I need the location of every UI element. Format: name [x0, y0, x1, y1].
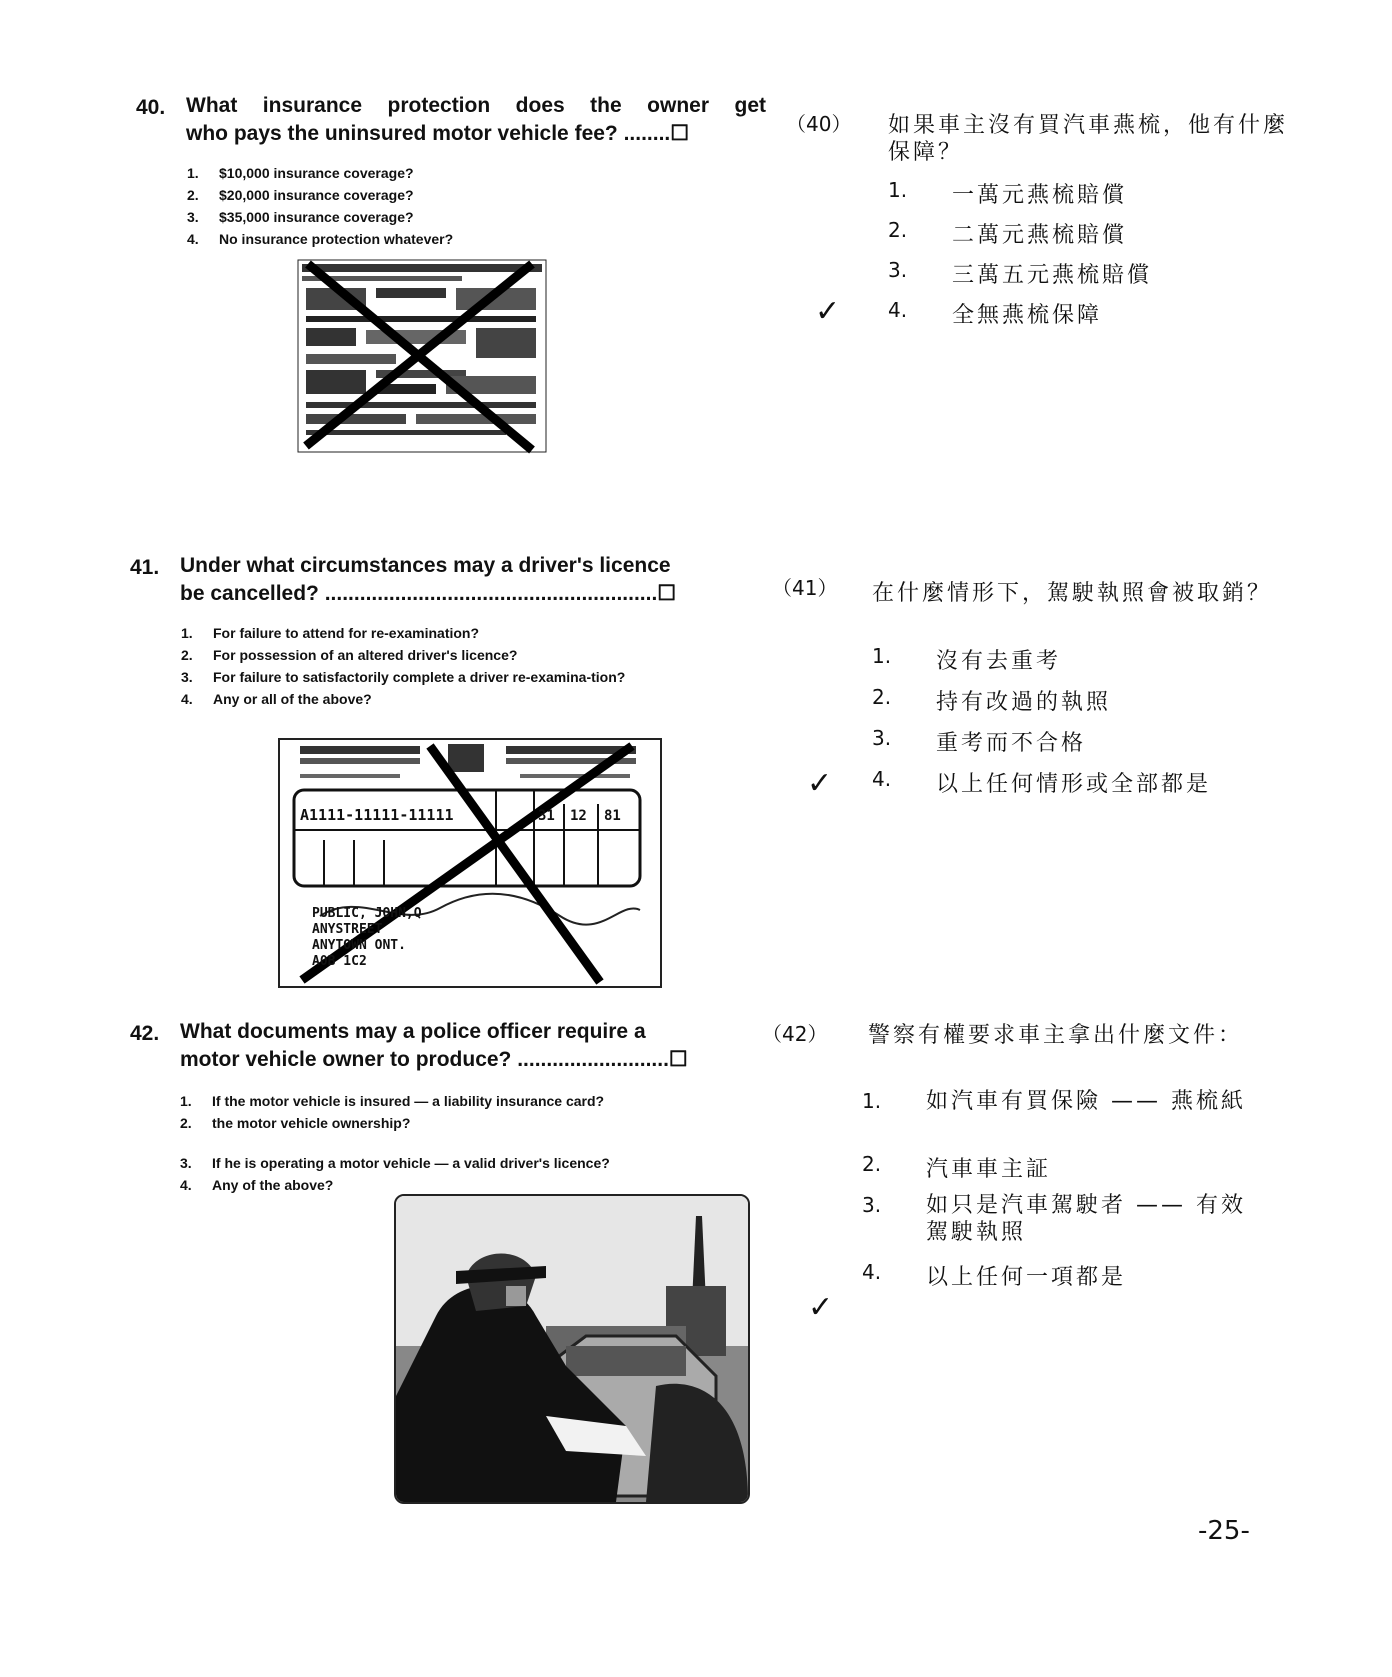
q41-cn-options	[872, 644, 1292, 808]
licence-date-1: 31	[538, 808, 555, 824]
q41-cn-option-3: 3. 重考而不合格	[872, 726, 1087, 756]
q41-cn-option-1: 1. 沒有去重考	[872, 644, 1062, 674]
q41-question-line2: be cancelled? .........................................................☐	[180, 582, 677, 605]
q40-cn-option-2: 2. 二萬元燕梳賠償	[888, 218, 1128, 248]
licence-street: ANYSTREET	[312, 922, 383, 937]
q40-cn-number: （40）	[786, 112, 852, 136]
q42-question-line1: What documents may a police officer require a	[180, 1020, 646, 1043]
q41-number: 41.	[130, 556, 160, 579]
police-officer-icon	[396, 1196, 748, 1502]
page-number: -25-	[1198, 1516, 1250, 1546]
q42-cn-number: （42）	[762, 1022, 828, 1046]
q41-option-3: 3. For failure to satisfactorily complete a driver re-examina-tion?	[181, 669, 626, 685]
q42-option-4: 4. Any of the above?	[180, 1177, 334, 1193]
q41-option-4: 4. Any or all of the above?	[181, 691, 372, 707]
licence-number: A1111-11111-11111	[300, 806, 454, 824]
q41-cn-number: （41）	[772, 576, 838, 600]
q41-licence-image	[278, 738, 662, 988]
q40-option-2: 2. $20,000 insurance coverage?	[187, 187, 414, 203]
q42-checkmark-icon: ✓	[808, 1290, 834, 1325]
q40-cn-question: 如果車主沒有買汽車燕梳，他有什麼保障？	[888, 113, 1289, 165]
q40-option-1: 1. $10,000 insurance coverage?	[187, 165, 414, 181]
q42-number: 42.	[130, 1022, 160, 1045]
q41-options	[181, 622, 761, 710]
q40-insurance-card-image	[296, 258, 548, 454]
q40-cn-option-3: 3. 三萬五元燕梳賠償	[888, 258, 1153, 288]
q41-question	[180, 552, 760, 608]
q41-cn-question: 在什麼情形下，駕駛執照會被取銷？	[872, 581, 1273, 606]
licence-date-3: 81	[604, 808, 621, 824]
licence-address	[312, 906, 422, 970]
q40-option-4: 4. No insurance protection whatever?	[187, 231, 454, 247]
q40-cn-option-1: 1. 一萬元燕梳賠償	[888, 178, 1128, 208]
q41-cn-option-4: 4. 以上任何情形或全部都是	[872, 767, 1212, 797]
q42-cn-option-2: 2. 汽車車主証	[862, 1152, 1052, 1182]
q42-question-line2: motor vehicle owner to produce? ..........................☐	[180, 1048, 688, 1071]
licence-town: ANYTOWN ONT.	[312, 938, 406, 953]
q42-options	[180, 1090, 760, 1196]
q41-cn-option-2: 2. 持有改過的執照	[872, 685, 1112, 715]
licence-name: PUBLIC, JOHN,Q	[312, 906, 422, 921]
q42-cn-option-1: 1. 如汽車有買保險 —— 燕梳紙	[862, 1089, 1246, 1114]
q41-option-1: 1. For failure to attend for re-examination?	[181, 625, 480, 641]
q42-option-3: 3. If he is operating a motor vehicle — a valid driver's licence?	[180, 1155, 610, 1171]
crossed-insurance-document-icon	[296, 258, 548, 454]
q40-checkmark-icon: ✓	[815, 294, 841, 329]
q42-option-1: 1. If the motor vehicle is insured — a liability insurance card?	[180, 1093, 605, 1109]
q40-cn-options	[888, 178, 1308, 338]
q42-option-2: 2. the motor vehicle ownership?	[180, 1115, 411, 1131]
q40-question-line1: What insurance protection does the owner get	[186, 94, 766, 117]
q40-option-3: 3. $35,000 insurance coverage?	[187, 209, 414, 225]
q40-number: 40.	[136, 96, 166, 119]
q40-question-line2: who pays the uninsured motor vehicle fee? ........☐	[186, 122, 690, 145]
q42-cn-option-4: 4. 以上任何一項都是	[862, 1260, 1127, 1290]
q40-question	[186, 92, 766, 148]
q41-checkmark-icon: ✓	[807, 766, 833, 801]
licence-postal: A0B 1C2	[312, 954, 367, 969]
q41-option-2: 2. For possession of an altered driver's licence?	[181, 647, 518, 663]
q42-cn-option-3: 3. 如只是汽車駕駛者 —— 有效駕駛執照	[862, 1193, 1246, 1245]
licence-date-2: 12	[570, 808, 587, 824]
q40-options	[187, 162, 587, 250]
q42-question	[180, 1018, 760, 1074]
q42-police-officer-photo	[394, 1194, 750, 1504]
q42-cn-question: 警察有權要求車主拿出什麼文件：	[868, 1023, 1244, 1048]
q40-cn-option-4: 4. 全無燕梳保障	[888, 298, 1103, 328]
q41-question-line1: Under what circumstances may a driver's licence	[180, 554, 671, 577]
q42-cn-options	[862, 1088, 1282, 1300]
